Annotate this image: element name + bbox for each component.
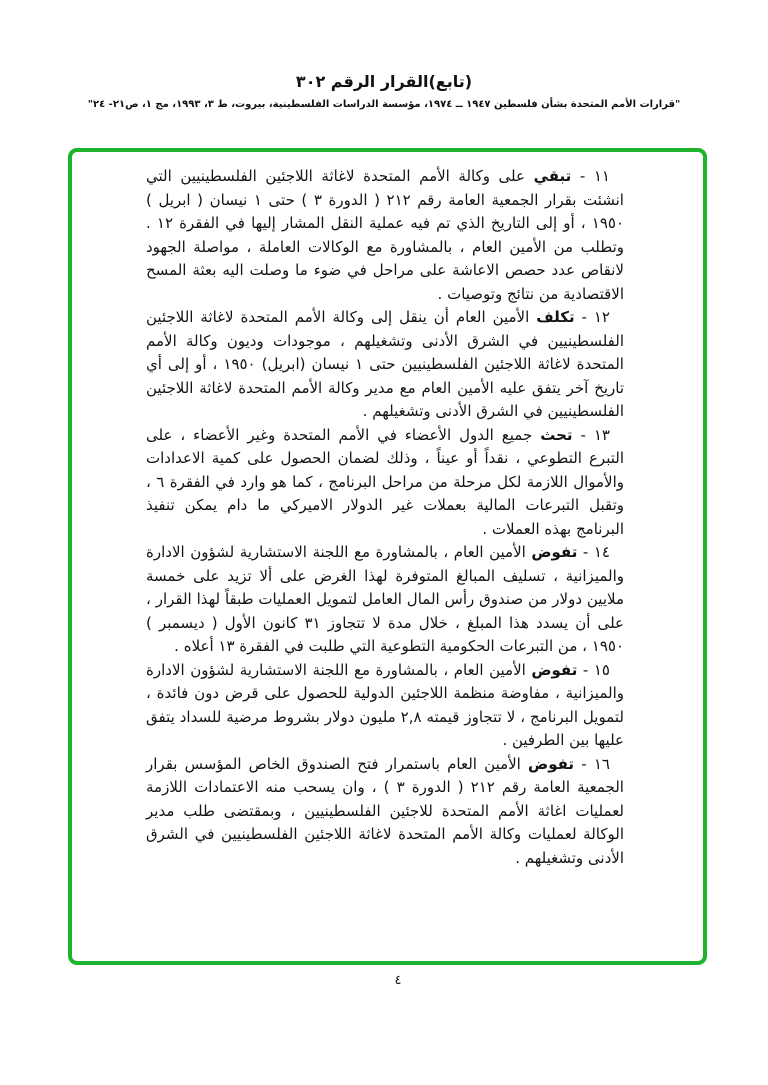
paragraph-lead-word: تفوض (531, 660, 578, 679)
paragraph-lead-word: تكلف (536, 308, 575, 326)
resolution-title: (تابع)القرار الرقم ٣٠٢ (295, 72, 473, 91)
paragraph-lead-word: تبقي (533, 167, 572, 185)
page-number: ٤ (394, 973, 402, 988)
paragraph-number: ١١ - (579, 167, 610, 185)
paragraph-lead-word: تفوض (528, 754, 575, 773)
paragraph-number: ١٣ - (580, 425, 610, 444)
paragraph-body: الأمين العام ، بالمشاورة مع اللجنة الاستشارية لشؤون الادارة والميزانية ، مفاوضة منظمة اللاجئين الدولية للحصول على قرض دون فائدة ، لتمويل البرنامج ، لا تتجاوز قيمته ٢,٨ مليون دولار بشروط مرضية للسداد يتفق عليها بين الطرفين . (146, 660, 624, 749)
paragraph-body: الأمين العام ، بالمشاورة مع اللجنة الاستشارية لشؤون الادارة والميزانية ، تسليف المبالغ المتوفرة لهذا الغرض على ألا تزيد على خمسة ملايين دولار من صندوق رأس المال العامل لتمويل العمليات طبقاً لهذا القرار ، على أن يسدد هذا المبلغ ، خلال مدة لا تتجاوز ٣١ كانون الأول ( ديسمبر ) ١٩٥٠ ، من التبرعات الحكومية التطوعية التي طلبت في الفقرة ١٣ أعلاه . (146, 543, 624, 655)
resolution-paragraph-16 (146, 753, 624, 871)
paragraph-number: ١٥ - (582, 660, 610, 679)
paragraph-number: ١٤ - (582, 543, 610, 561)
page-header (0, 72, 768, 110)
paragraph-body: جميع الدول الأعضاء في الأمم المتحدة وغير الأعضاء ، على التبرع التطوعي ، نقداً أو عيناً ، وذلك لضمان الحصول على كمية الاعدادات والأموال اللازمة لكل مرحلة من مراحل البرنامج ، كما هو وارد في الفقرة ٦ ، وتقبل التبرعات المالية بعملات غير الدولار الاميركي ما دام يمكن تنفيذ البرنامج بهذه العملات . (146, 425, 625, 538)
paragraph-lead-word: تفوض (531, 543, 578, 561)
resolution-paragraph-13 (146, 424, 624, 542)
paragraph-number: ١٦ - (581, 754, 610, 773)
paragraph-body: الأمين العام باستمرار فتح الصندوق الخاص المؤسس بقرار الجمعية العامة رقم ٢١٢ ( الدورة ٣ ) ، وان يسحب منه الاعتمادات اللازمة لعمليات اغاثة الأمم المتحدة للاجئين الفلسطينيين ، وبمقتضى طلب مدير الوكالة لعمليات وكالة الأمم المتحدة لاغاثة اللاجئين الفلسطينيين في الشرق الأدنى وتشغيلهم . (146, 754, 624, 867)
paragraph-body: على وكالة الأمم المتحدة لاغاثة اللاجئين الفلسطينيين التي انشئت بقرار الجمعية العامة رقم ٢١٢ ( الدورة ٣ ) حتى ١ نيسان ( ابريل ) ١٩٥٠ ، أو إلى التاريخ الذي تم فيه عملية النقل المشار إليها في الفقرة ١٢ . وتطلب من الأمين العام ، بالمشاورة مع الوكالات العاملة ، مواصلة الجهود لانقاص عدد حصص الاعاشة على مراحل في ضوء ما وصلت اليه بعثة المسح الاقتصادية من نتائج وتوصيات . (146, 167, 624, 303)
paragraph-lead-word: تحث (540, 425, 573, 444)
resolution-paragraph-11 (146, 165, 624, 306)
resolution-text-block (146, 165, 624, 870)
paragraph-body: الأمين العام أن ينقل إلى وكالة الأمم المتحدة لاغاثة اللاجئين الفلسطينيين في الشرق الأدنى وتشغيلهم ، موجودات وديون وكالة الأمم المتحدة لاغاثة اللاجئين الفلسطينيين حتى ١ نيسان (ابريل) ١٩٥٠ ، أو إلى أي تاريخ آخر يتفق عليه الأمين العام مع مدير وكالة الأمم المتحدة لاغاثة اللاجئين الفلسطينيين في الشرق الأدنى وتشغيلهم . (146, 308, 624, 420)
content-border-box (68, 148, 707, 965)
source-citation: "قرارات الأمم المتحدة بشأن فلسطين ١٩٤٧ ــ ١٩٧٤، مؤسسة الدراسات الفلسطينية، بيروت، ط ٣، ١٩٩٣، مج ١، ص٢١- ٢٤" (87, 99, 681, 110)
paragraph-number: ١٢ - (581, 308, 610, 326)
resolution-paragraph-14 (146, 541, 624, 659)
resolution-paragraph-15 (146, 659, 624, 753)
resolution-paragraph-12 (146, 306, 624, 424)
